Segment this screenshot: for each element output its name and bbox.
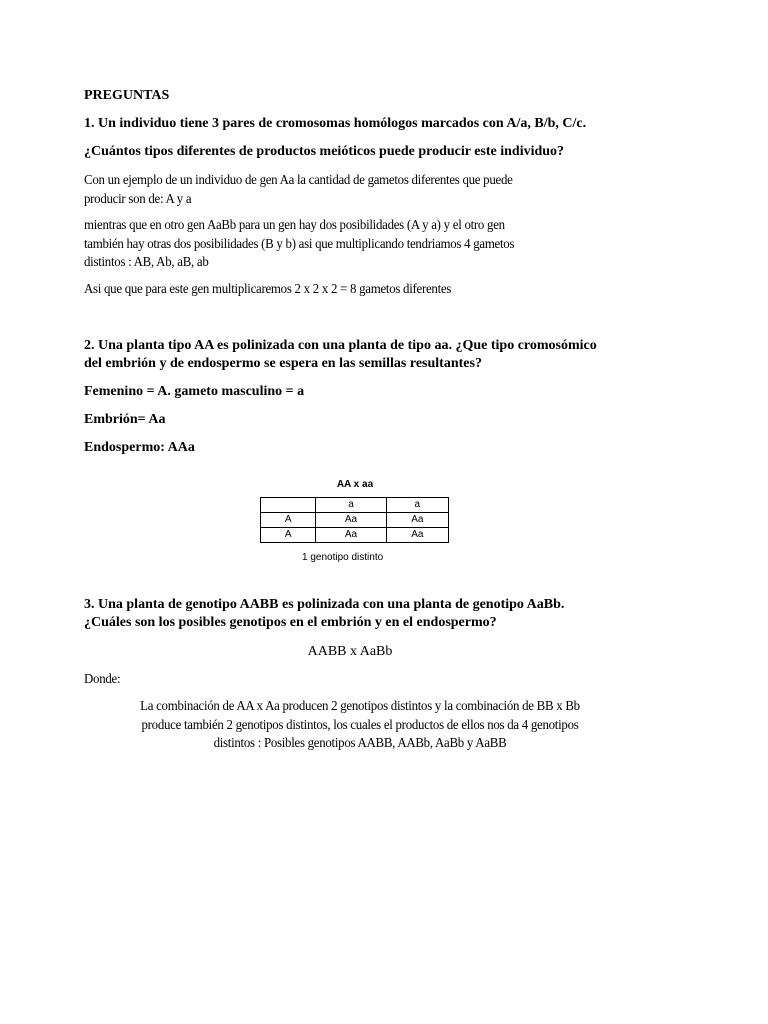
punnett-cell: a bbox=[316, 498, 386, 513]
answer-1-paragraph-2 bbox=[84, 217, 627, 273]
punnett-cell: Aa bbox=[386, 528, 448, 543]
question-1-title: 1. Un individuo tiene 3 pares de cromosomas homólogos marcados con A/a, B/b, C/c. bbox=[84, 116, 587, 131]
punnett-cell: Aa bbox=[316, 513, 386, 528]
answer-3-cross: AABB x AaBb bbox=[307, 644, 393, 659]
question-2-title-line-1: 2. Una planta tipo AA es polinizada con una planta de tipo aa. ¿Que tipo cromosómico bbox=[84, 338, 597, 353]
answer-1-p2-line-3: distintos : AB, Ab, aB, ab bbox=[84, 255, 209, 270]
question-3-title-line-2: ¿Cuáles son los posibles genotipos en el embrión y en el endospermo? bbox=[84, 615, 497, 630]
answer-1-paragraph-1 bbox=[84, 172, 627, 209]
answer-2-embryo: Embrión= Aa bbox=[84, 412, 166, 427]
question-3-title bbox=[84, 596, 564, 632]
answer-2-gametes: Femenino = A. gameto masculino = a bbox=[84, 384, 305, 399]
question-2-title bbox=[84, 337, 597, 373]
punnett-cell bbox=[261, 498, 316, 513]
punnett-header-row bbox=[261, 498, 449, 513]
question-1-prompt: ¿Cuántos tipos diferentes de productos meióticos puede producir este individuo? bbox=[84, 144, 565, 159]
punnett-table bbox=[260, 497, 449, 543]
punnett-square bbox=[260, 478, 450, 565]
punnett-cell: Aa bbox=[316, 528, 386, 543]
answer-3-explanation bbox=[60, 698, 660, 754]
answer-3-donde: Donde: bbox=[84, 672, 121, 687]
punnett-note: 1 genotipo distinto bbox=[302, 552, 384, 563]
answer-3-line-2: produce también 2 genotipos distintos, los cuales el productos de ellos nos da 4 genotipos bbox=[141, 717, 579, 733]
punnett-cell: A bbox=[261, 513, 316, 528]
question-2-title-line-2: del embrión y de endospermo se espera en las semillas resultantes? bbox=[84, 356, 482, 371]
answer-1-p2-line-1: mientras que en otro gen AaBb para un gen hay dos posibilidades (A y a) y el otro gen bbox=[84, 218, 505, 233]
punnett-cell: Aa bbox=[386, 513, 448, 528]
punnett-cell: a bbox=[386, 498, 448, 513]
answer-3-line-1: La combinación de AA x Aa producen 2 genotipos distintos y la combinación de BB x Bb bbox=[140, 699, 580, 714]
punnett-title: AA x aa bbox=[336, 479, 374, 490]
answer-1-p1-line-1: Con un ejemplo de un individuo de gen Aa la cantidad de gametos diferentes que puede bbox=[84, 173, 513, 188]
page-heading: PREGUNTAS bbox=[84, 88, 170, 103]
punnett-row bbox=[261, 528, 449, 543]
answer-2-endosperm: Endospermo: AAa bbox=[84, 440, 195, 455]
answer-1-p2-line-2: también hay otras dos posibilidades (B y b) asi que multiplicando tendriamos 4 gametos bbox=[84, 236, 515, 252]
answer-3-line-3: distintos : Posibles genotipos AABB, AABb, AaBb y AaBB bbox=[213, 736, 507, 751]
punnett-row bbox=[261, 513, 449, 528]
answer-1-p1-line-2: producir son de: A y a bbox=[84, 191, 192, 207]
answer-1-paragraph-3: Asi que que para este gen multiplicaremos 2 x 2 x 2 = 8 gametos diferentes bbox=[84, 282, 452, 297]
punnett-cell: A bbox=[261, 528, 316, 543]
question-3-title-line-1: 3. Una planta de genotipo AABB es polinizada con una planta de genotipo AaBb. bbox=[84, 597, 565, 612]
